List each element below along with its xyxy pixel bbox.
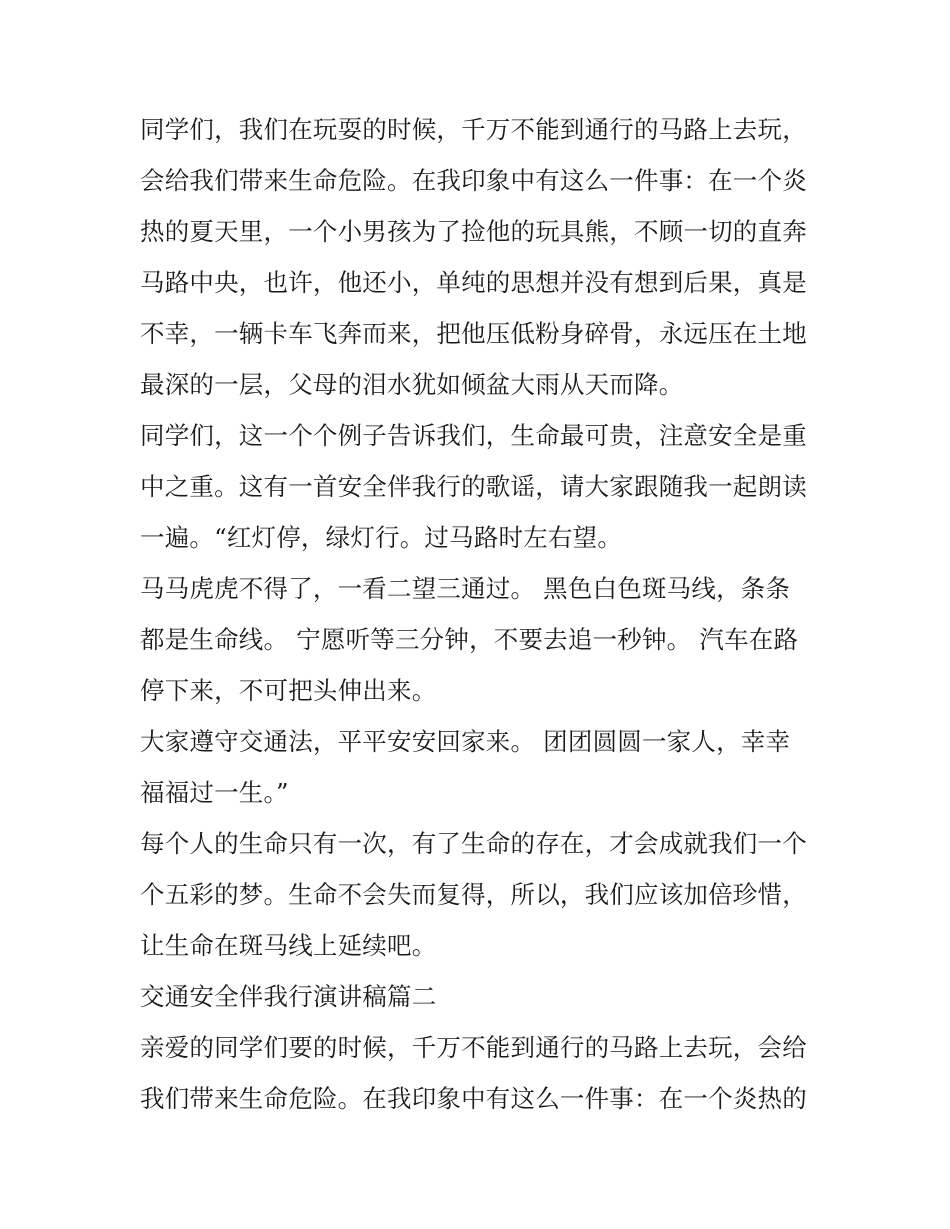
text-line: 最深的一层，父母的泪水犹如倾盆大雨从天而降。: [140, 370, 684, 399]
paragraph-6: [140, 1022, 820, 1124]
text-line: 让生命在斑马线上延续吧。: [140, 931, 437, 960]
text-line: 马路中央，也许，他还小，单纯的思想并没有想到后果，真是: [140, 268, 807, 297]
paragraph-5: [140, 818, 820, 971]
text-line: 中之重。这有一首安全伴我行的歌谣，请大家跟随我一起朗读: [140, 472, 807, 501]
paragraph-3: [140, 563, 820, 716]
text-line: 福福过一生。”: [140, 778, 289, 807]
section-heading: [140, 971, 820, 1022]
text-line: 热的夏天里，一个小男孩为了捡他的玩具熊，不顾一切的直奔: [140, 217, 807, 246]
text-line: 停下来，不可把头伸出来。: [140, 676, 437, 705]
text-line: 不幸，一辆卡车飞奔而来，把他压低粉身碎骨，永远压在土地: [140, 319, 807, 348]
text-line: 一遍。“红灯停，绿灯行。过马路时左右望。: [140, 523, 623, 552]
text-line: 同学们，我们在玩耍的时候，千万不能到通行的马路上去玩，: [140, 115, 807, 144]
heading-line: 交通安全伴我行演讲稿篇二: [140, 982, 437, 1011]
text-line: 个五彩的梦。生命不会失而复得，所以，我们应该加倍珍惜，: [140, 880, 807, 909]
text-line: 都是生命线。 宁愿听等三分钟，不要去追一秒钟。 汽车在路: [140, 625, 799, 654]
text-line: 每个人的生命只有一次，有了生命的存在，才会成就我们一个: [140, 829, 807, 858]
text-line: 会给我们带来生命危险。在我印象中有这么一件事：在一个炎: [140, 166, 807, 195]
text-line: 马马虎虎不得了，一看二望三通过。 黑色白色斑马线，条条: [140, 574, 791, 603]
text-line: 我们带来生命危险。在我印象中有这么一件事：在一个炎热的: [140, 1084, 807, 1113]
paragraph-1: [140, 104, 820, 410]
text-line: 同学们，这一个个例子告诉我们，生命最可贵，注意安全是重: [140, 421, 807, 450]
text-line: 大家遵守交通法，平平安安回家来。 团团圆圆一家人，幸幸: [140, 727, 791, 756]
paragraph-2: [140, 410, 820, 563]
text-line: 亲爱的同学们要的时候，千万不能到通行的马路上去玩，会给: [140, 1033, 807, 1062]
document-body: [140, 104, 820, 1124]
paragraph-4: [140, 716, 820, 818]
